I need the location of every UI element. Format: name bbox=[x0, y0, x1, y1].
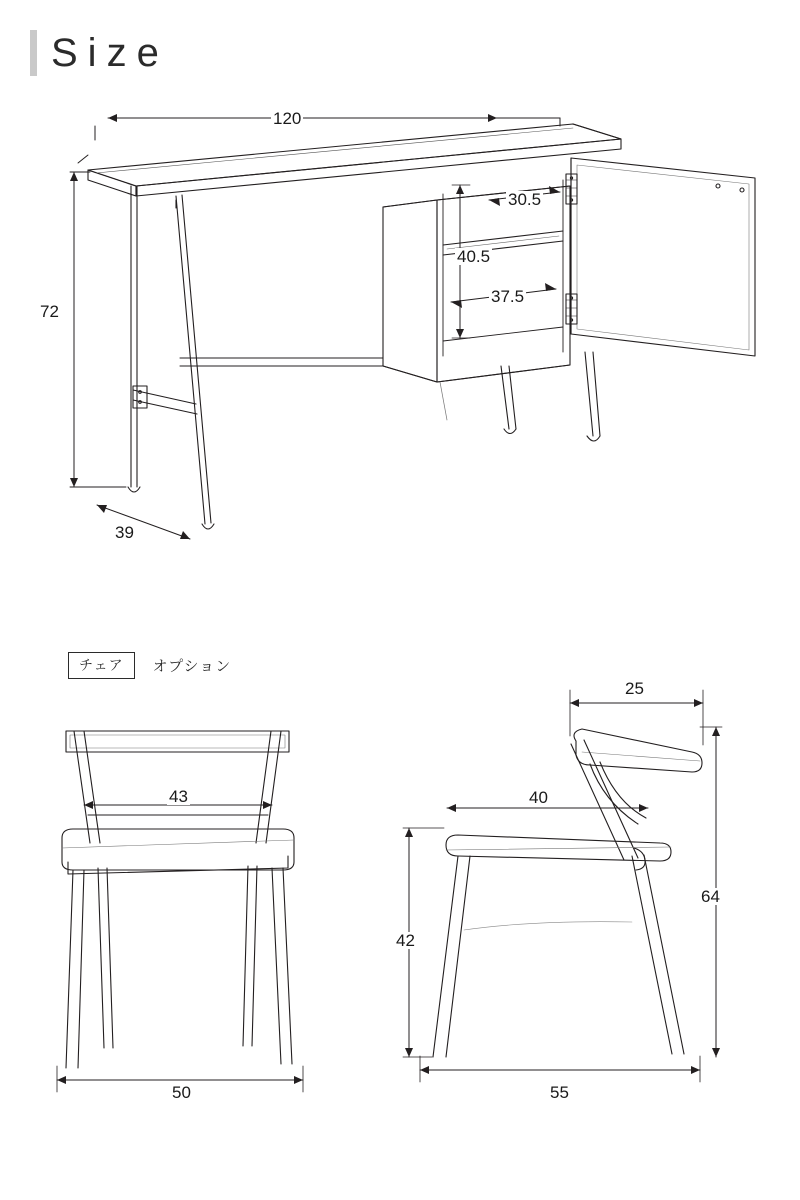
dim-chair-arm-depth: 25 bbox=[625, 679, 644, 698]
dim-chair-seat-depth: 40 bbox=[529, 788, 548, 807]
option-label: オプション bbox=[152, 658, 232, 675]
dim-chair-back-height: 64 bbox=[701, 887, 720, 906]
chair-option-row bbox=[68, 652, 231, 679]
chair-side-figure bbox=[433, 729, 702, 1057]
dim-cabinet-inner-width-bottom: 37.5 bbox=[491, 287, 525, 306]
header-accent-bar bbox=[30, 30, 37, 76]
desk-figure bbox=[88, 124, 755, 529]
chair-badge: チェア bbox=[68, 652, 135, 679]
dim-chair-seat-height: 42 bbox=[396, 931, 415, 950]
page-header bbox=[30, 30, 169, 76]
chair-front-dimension-lines bbox=[57, 801, 303, 1092]
dim-cabinet-inner-width-top: 30.5 bbox=[508, 190, 542, 209]
dim-chair-depth: 55 bbox=[550, 1083, 569, 1102]
desk-dimension-lines bbox=[70, 114, 560, 542]
dim-chair-width: 50 bbox=[172, 1083, 191, 1102]
dim-chair-seat-width: 43 bbox=[169, 787, 188, 806]
dim-cabinet-inner-height: 40.5 bbox=[457, 247, 491, 266]
chair-front-figure bbox=[62, 731, 294, 1068]
page-title: Size bbox=[51, 31, 169, 75]
dim-desk-width: 120 bbox=[273, 109, 302, 128]
chair-side-dimension-lines bbox=[403, 690, 722, 1082]
dim-desk-height: 72 bbox=[40, 302, 59, 321]
dim-desk-depth: 39 bbox=[115, 523, 134, 542]
